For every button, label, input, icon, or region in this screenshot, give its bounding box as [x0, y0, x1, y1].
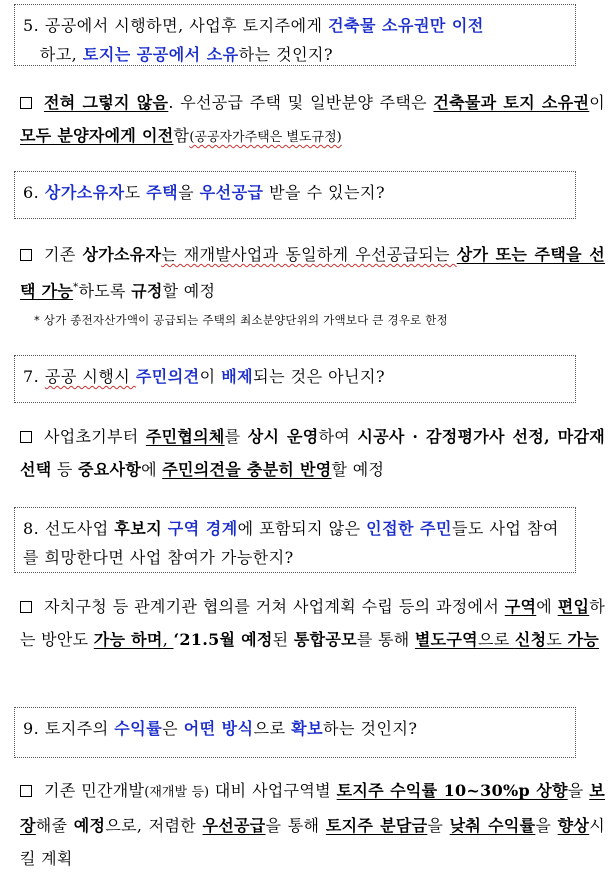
checkbox-icon	[20, 431, 32, 443]
checkbox-icon	[20, 601, 32, 613]
question-number: 9.	[23, 719, 40, 738]
question-number: 8.	[23, 519, 40, 538]
question-number: 6.	[23, 183, 40, 202]
footnote: * 상가 종전자산가액이 공급되는 주택의 최소분양단위의 가액보다 큰 경우로 한정	[34, 313, 448, 327]
question-number: 5.	[23, 16, 40, 35]
answer-9: 기존 민간개발(재개발 등) 대비 사업구역별 토지주 수익률 10~30%p 상향을 보장해줄 예정으로, 저렴한 우선공급을 통해 토지주 분담금을 낮춰 수익률을 향상시킬 계획	[20, 781, 605, 868]
checkbox-icon	[20, 97, 32, 109]
question-7: 7. 공공 시행시 주민의견이 배제되는 것은 아닌지?	[14, 355, 576, 403]
answer-7: 사업초기부터 주민협의체를 상시 운영하여 시공사 · 감정평가사 선정, 마감재 선택 등 중요사항에 주민의견을 충분히 반영할 예정	[20, 427, 605, 479]
question-number: 7.	[23, 367, 40, 386]
answer-8: 자치구청 등 관계기관 협의를 거쳐 사업계획 수립 등의 과정에서 구역에 편입하는 방안도 가능 하며, ‘21.5월 예정된 통합공모를 통해 별도구역으로 신청도 가능	[20, 597, 605, 649]
checkbox-icon	[20, 249, 32, 261]
question-9: 9. 토지주의 수익률은 어떤 방식으로 확보하는 것인지?	[14, 707, 576, 758]
checkbox-icon	[20, 785, 32, 797]
answer-6: 기존 상가소유자는 재개발사업과 동일하게 우선공급되는 상가 또는 주택을 선택 가능*하도록 규정할 예정	[20, 245, 605, 301]
answer-5: 전혀 그렇지 않음. 우선공급 주택 및 일반분양 주택은 건축물과 토지 소유권이 모두 분양자에게 이전함(공공자가주택은 별도규정)	[20, 93, 605, 145]
question-8: 8. 선도사업 후보지 구역 경계에 포함되지 않은 인접한 주민들도 사업 참여를 희망한다면 사업 참여가 가능한지?	[14, 507, 576, 573]
question-5: 5. 공공에서 시행하면, 사업후 토지주에게 건축물 소유권만 이전 하고, 토지는 공공에서 소유하는 것인지?	[14, 4, 576, 66]
question-6: 6. 상가소유자도 주택을 우선공급 받을 수 있는지?	[14, 171, 576, 219]
